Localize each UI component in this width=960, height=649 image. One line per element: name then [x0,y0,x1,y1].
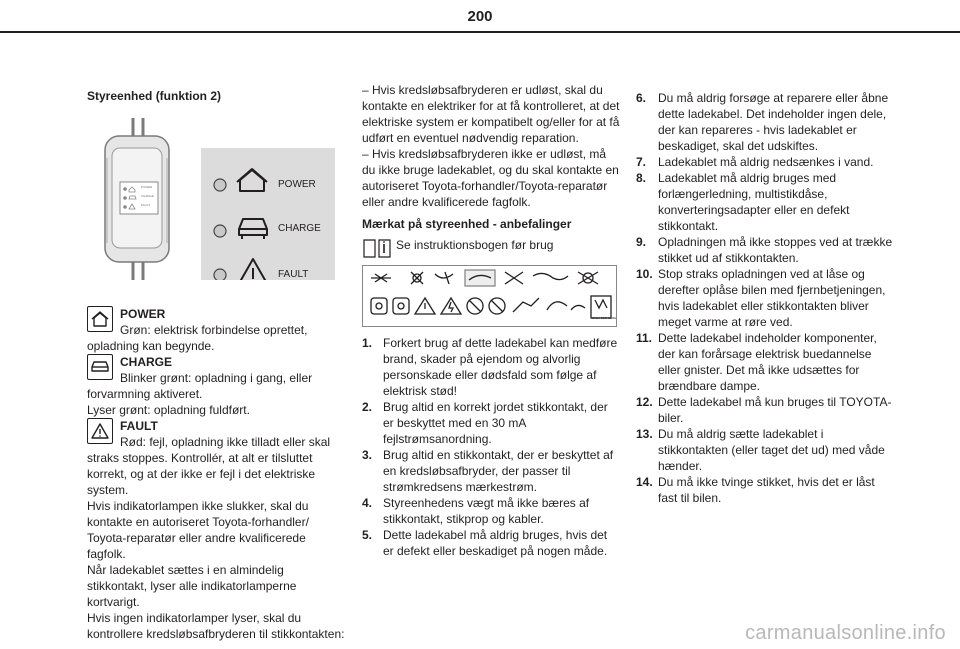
manual-note-text: Se instruktionsbogen før brug [396,238,554,252]
list-item: 11. Dette ladekabel indeholder komponenter, der kan forårsage elektrisk buedannelse eller gnister. Det må ikke udsættes for brændbare dampe. [636,331,877,393]
list-item: 9. Opladningen må ikke stoppes ved at trække stikket ud af stikkontakten. [636,235,893,265]
charge-entry [87,354,345,418]
warning-pictograms [363,266,616,326]
header-rule [0,31,960,33]
power-title: POWER [120,307,166,321]
list-item: 6. Du må aldrig forsøge at reparere eller åbne dette ladekabel. Det indeholder ingen dele, der kan repareres - hvis ladekablet er beskadiget, skal det udskiftes. [636,91,889,153]
footer-watermark[interactable]: carmanualsonline.info [745,622,946,644]
list-item: 7. Ladekablet må aldrig nedsænkes i vand. [636,155,874,169]
page-number: 200 [467,8,493,25]
fault-text-4: Hvis ingen indikatorlamper lyser, skal du kontrollere kredsløbsafbryderen til stikkontakten: [87,611,345,641]
charge-text: Blinker grønt: opladning i gang, eller forvarmning aktiveret. [87,371,313,401]
list-item: 13. Du må aldrig sætte ladekablet i stikkontakten (eller taget det ud) med våde hænder. [636,427,885,473]
recommendations-list-2 [636,90,896,506]
list-item: 12. Dette ladekabel må kun bruges til TOYOTA-biler. [636,395,892,425]
column-3 [636,90,896,506]
column-1 [87,88,345,642]
car-icon [87,354,113,380]
control-unit-illustration [87,118,345,280]
charge-title: CHARGE [120,355,173,369]
list-item: 4. Styreenhedens vægt må ikke bæres af stikkontakt, stikprop og kabler. [362,496,590,526]
fault-title: FAULT [120,419,158,433]
power-text: Grøn: elektrisk forbindelse oprettet, opladning kan begynde. [87,323,308,353]
list-item: 2. Brug altid en korrekt jordet stikkontakt, der er beskyttet med en 30 mA fejlstrømsanordning. [362,400,608,446]
label-heading: Mærkat på styreenhed - anbefalinger [362,217,572,231]
fault-text-3: Når ladekablet sættes i en almindelig stikkontakt, lyser alle indikatorlamperne kortvarigt. [87,563,297,609]
fault-text-2: Hvis indikatorlampen ikke slukker, skal du kontakte en autoriseret Toyota-forhandler/ Toyota-reparatør eller andre kvalificerede fagfolk. [87,499,309,561]
list-item: 1. Forkert brug af dette ladekabel kan medføre brand, skader på ejendom og alvorlig personskade eller dødsfald som følge af elektrisk stød! [362,336,618,398]
power-entry [87,306,345,354]
warning-label-strip [362,265,617,327]
list-item: 14. Du må ikke tvinge stikket, hvis det er låst fast til bilen. [636,475,875,505]
fault-entry [87,418,345,642]
column-2 [362,82,620,559]
recommendations-list-1 [362,335,620,559]
read-manual-icon [362,237,392,263]
device-label-fault: FAULT [141,203,151,207]
fault-text: Rød: fejl, opladning ikke tilladt eller skal straks stoppes. Kontrollér, at alt er tilsluttet korrekt, og at der ikke er fejl i det elektriske system. [87,435,331,497]
device-label-power: POWER [141,185,153,189]
list-item: 10. Stop straks opladningen ved at låse og derefter oplåse bilen med fjernbetjeningen, hvis ladekablet eller stikkontakten bliver meget varme at røre ved. [636,267,886,329]
list-item: 8. Ladekablet må aldrig bruges med forlængerledning, multistikdåse, konverteringsadapter eller en defekt stikkontakt. [636,171,850,233]
dash-item-2: – Hvis kredsløbsafbryderen ikke er udløst, må du ikke bruge ladekablet, og du skal kontakte en autoriseret Toyota-forhandler/Toyota-reparatør eller andre kvalificerede fagfolk. [362,147,619,209]
dash-item-1: – Hvis kredsløbsafbryderen er udløst, skal du kontakte en elektriker for at få kontrolleret, at det elektriske system er kompatibelt og/eller for at få udført en eventuel nødvendig reparation. [362,83,620,145]
section-heading: Styreenhed (funktion 2) [87,89,222,103]
figure-power-label: POWER [278,179,316,190]
list-item: 5. Dette ladekabel må aldrig bruges, hvis det er defekt eller beskadiget på nogen måde. [362,528,608,558]
home-icon [87,306,113,332]
figure-charge-label: CHARGE [278,223,321,234]
charge-text-2: Lyser grønt: opladning fuldført. [87,403,250,417]
control-unit-figure [87,118,345,280]
list-item: 3. Brug altid en stikkontakt, der er beskyttet af en kredsløbsafbryder, der passer til strømkredsens mærkestrøm. [362,448,614,494]
manual-note [362,237,620,259]
warning-triangle-icon [87,418,113,444]
label-care-text: ONLY FOR CARE [592,316,617,320]
device-label-charge: CHARGE [141,194,154,198]
figure-fault-label: FAULT [278,269,309,280]
